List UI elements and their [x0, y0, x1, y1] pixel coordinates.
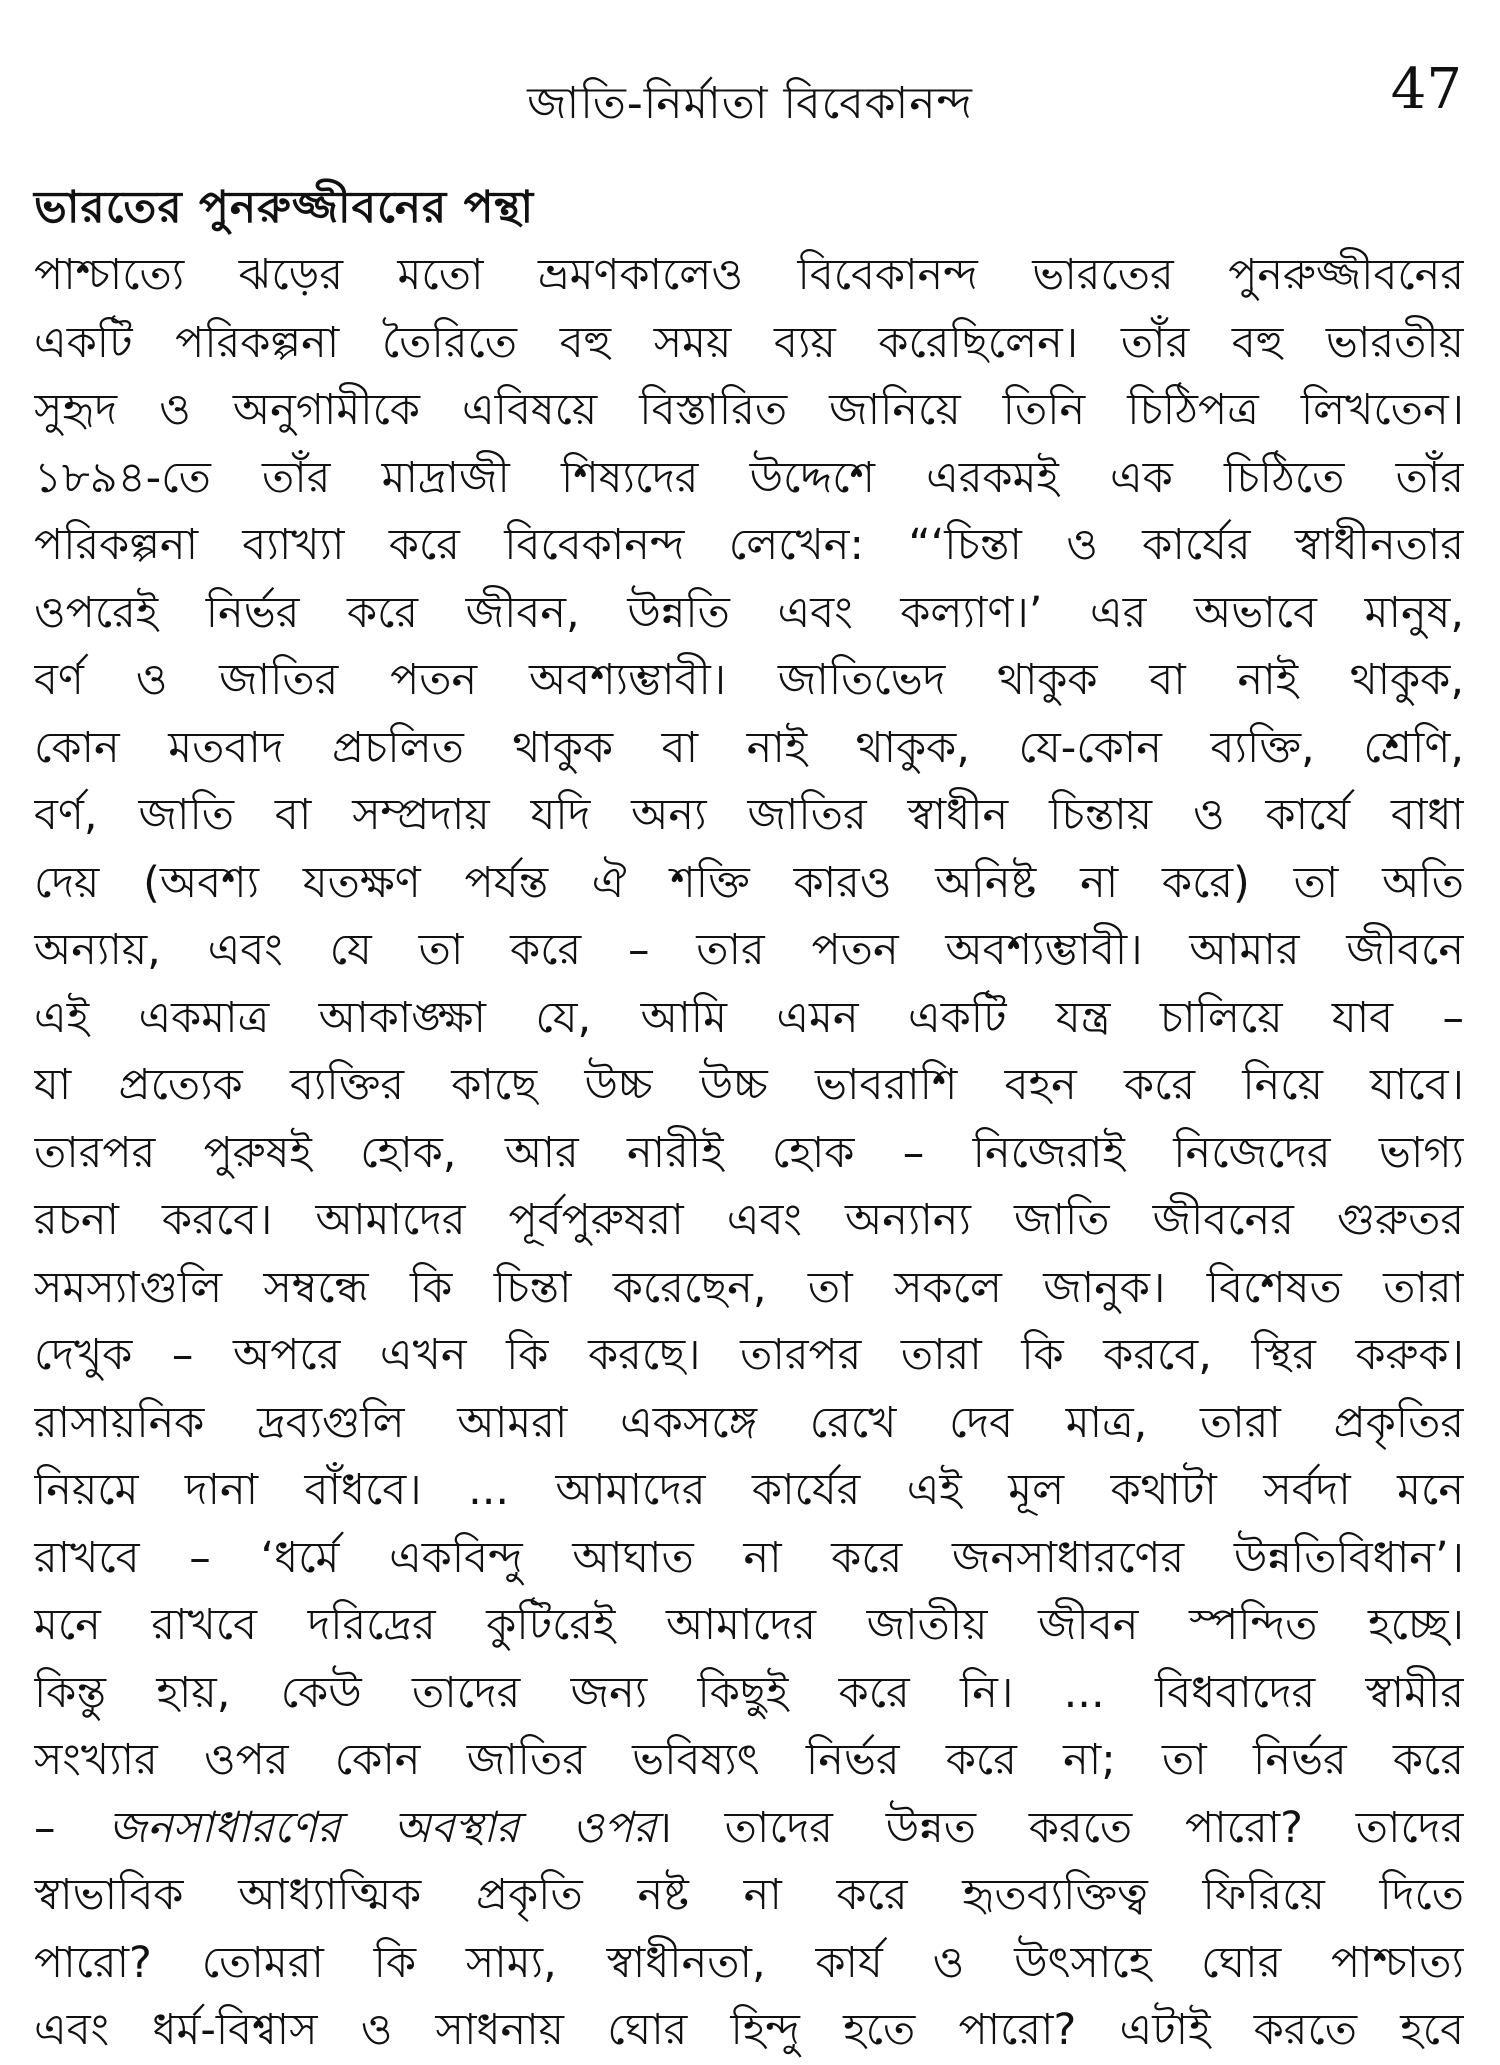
text-line: এই একমাত্র আকাঙ্ক্ষা যে, আমি এমন একটি যন্ত্র চালিয়ে যাব – — [34, 992, 1464, 1043]
page-number: 47 — [1390, 57, 1462, 122]
italic-phrase: জনসাধারণের অবস্থার ওপর — [108, 1802, 657, 1853]
text-line: ওপরেই নির্ভর করে জীবন, উন্নতি এবং কল্যাণ।’ এর অভাবে মানুষ, — [34, 587, 1464, 638]
text-line: রাখবে – ‘ধর্মে একবিন্দু আঘাত না করে জনসাধারণের উন্নতিবিধান’। — [34, 1532, 1464, 1583]
text-line: মনে রাখবে দরিদ্রের কুটিরেই আমাদের জাতীয় জীবন স্পন্দিত হচ্ছে। — [34, 1600, 1464, 1650]
text-line: কোন মতবাদ প্রচলিত থাকুক বা নাই থাকুক, যে-কোন ব্যক্তি, শ্রেণি, — [34, 722, 1464, 773]
text-line: যা প্রত্যেক ব্যক্তির কাছে উচ্চ উচ্চ ভাবরাশি বহন করে নিয়ে যাবে। — [34, 1060, 1464, 1110]
text-line: রাসায়নিক দ্রব্যগুলি আমরা একসঙ্গে রেখে দেব মাত্র, তারা প্রকৃতির — [34, 1397, 1464, 1448]
text-line: বর্ণ, জাতি বা সম্প্রদায় যদি অন্য জাতির স্বাধীন চিন্তায় ও কার্যে বাধা — [34, 790, 1464, 840]
text-line: নিয়মে দানা বাঁধবে। ... আমাদের কার্যের এই মূল কথাটা সর্বদা মনে — [34, 1465, 1464, 1515]
header-title: জাতি-নির্মাতা বিবেকানন্দ — [527, 78, 973, 129]
text-line: সুহৃদ ও অনুগামীকে এবিষয়ে বিস্তারিত জানিয়ে তিনি চিঠিপত্র লিখতেন। — [34, 385, 1464, 435]
line-rest: । তাদের উন্নত করতে পারো? তাদের — [656, 1802, 1464, 1853]
text-line: দেখুক – অপরে এখন কি করছে। তারপর তারা কি করবে, স্থির করুক। — [34, 1330, 1464, 1380]
text-line-mixed — [34, 1795, 1464, 1863]
text-line: কিন্তু হায়, কেউ তাদের জন্য কিছুই করে নি। ... বিধবাদের স্বামীর — [34, 1667, 1464, 1718]
text-line: তারপর পুরুষই হোক, আর নারীই হোক – নিজেরাই নিজেদের ভাগ্য — [34, 1127, 1464, 1178]
text-line: পরিকল্পনা ব্যাখ্যা করে বিবেকানন্দ লেখেন: “‘চিন্তা ও কার্যের স্বাধীনতার — [34, 520, 1464, 570]
text-line: বর্ণ ও জাতির পতন অবশ্যম্ভাবী। জাতিভেদ থাকুক বা নাই থাকুক, — [34, 655, 1464, 705]
text-line: এবং ধর্ম-বিশ্বাস ও সাধনায় ঘোর হিন্দু হতে পারো? এটাই করতে হবে — [34, 2005, 1464, 2055]
text-line: সমস্যাগুলি সম্বন্ধে কি চিন্তা করেছেন, তা সকলে জানুক। বিশেষত তারা — [34, 1262, 1464, 1313]
section-heading: ভারতের পুনরুজ্জীবনের পন্থা — [34, 182, 535, 233]
text-line: সংখ্যার ওপর কোন জাতির ভবিষ্যৎ নির্ভর করে না; তা নির্ভর করে — [34, 1735, 1464, 1785]
text-line: একটি পরিকল্পনা তৈরিতে বহু সময় ব্যয় করেছিলেন। তাঁর বহু ভারতীয় — [34, 317, 1464, 368]
em-dash: – — [34, 1802, 56, 1853]
text-line: স্বাভাবিক আধ্যাত্মিক প্রকৃতি নষ্ট না করে হৃতব্যক্তিত্ব ফিরিয়ে দিতে — [34, 1870, 1464, 1920]
text-line: পারো? তোমরা কি সাম্য, স্বাধীনতা, কার্য ও উৎসাহে ঘোর পাশ্চাত্য — [34, 1937, 1464, 1988]
text-line: পাশ্চাত্যে ঝড়ের মতো ভ্রমণকালেও বিবেকানন্দ ভারতের পুনরুজ্জীবনের — [34, 250, 1464, 300]
text-line: দেয় (অবশ্য যতক্ষণ পর্যন্ত ঐ শক্তি কারও অনিষ্ট না করে) তা অতি — [34, 857, 1464, 908]
body-paragraph — [34, 242, 1464, 2065]
text-line: অন্যায়, এবং যে তা করে – তার পতন অবশ্যম্ভাবী। আমার জীবনে — [34, 925, 1464, 975]
text-line: রচনা করবে। আমাদের পূর্বপুরুষরা এবং অন্যান্য জাতি জীবনের গুরুতর — [34, 1195, 1464, 1245]
running-header — [0, 58, 1500, 138]
text-line: ১৮৯৪-তে তাঁর মাদ্রাজী শিষ্যদের উদ্দেশে এরকমই এক চিঠিতে তাঁর — [34, 452, 1464, 503]
